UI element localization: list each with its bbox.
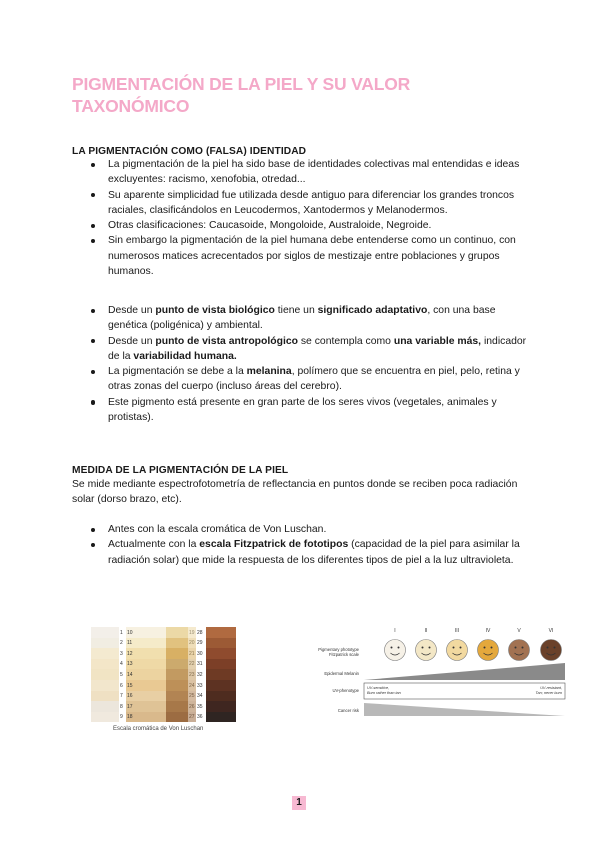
section-heading-identity: LA PIGMENTACIÓN COMO (FALSA) IDENTIDAD [72,146,307,157]
swatch-number: 2 [120,640,123,647]
phototype-face [416,640,437,661]
identity-bullet-list [72,157,532,279]
swatch-number: 32 [197,671,203,678]
label-uv-phenotype: UV-phenotype [332,688,359,693]
color-swatch [206,648,236,659]
fitzpatrick-scale-figure [318,625,573,725]
swatch-number: 3 [120,650,123,657]
color-swatch [206,638,236,649]
swatch-number: 13 [127,661,133,668]
list-item: Actualmente con la escala Fitzpatrick de fototipos (capacidad de la piel para asimilar la radiación solar) que mide la respuesta de los diferentes tipos de piel a la luz ultravioleta. [72,537,532,568]
swatch-number: 31 [197,661,203,668]
color-swatch [188,648,196,659]
phototype-numeral: V [517,628,521,634]
color-swatch [91,701,119,712]
color-swatch [91,627,119,638]
color-swatch [166,712,188,723]
label-cancer-risk: Cancer risk [337,708,359,713]
list-item: Desde un punto de vista antropológico se contempla como una variable más, indicador de la variabilidad humana. [72,334,532,365]
swatch-number: 15 [127,682,133,689]
color-swatch [188,638,196,649]
color-swatch [206,659,236,670]
swatch-number: 16 [127,693,133,700]
swatch-number: 8 [120,703,123,710]
uv-sensitive-sub: Burn rather than tan [367,691,401,695]
color-swatch [188,627,196,638]
color-swatch [91,712,119,723]
swatch-number: 35 [197,703,203,710]
measurement-intro: Se mide mediante espectrofotometría de reflectancia en puntos donde se reciben poca radiación solar (dorso brazo, etc). [72,479,518,506]
von-luschan-caption: Escala cromática de Von Luschan [113,726,204,732]
swatch-number: 33 [197,682,203,689]
color-swatch [91,691,119,702]
swatch-number: 29 [197,640,203,647]
phototype-numeral: II [424,628,428,634]
label-epidermal-melanin: Epidermal Melanin [324,671,359,676]
page-title: PIGMENTACIÓN DE LA PIEL Y SU VALOR TAXONÓMICO [72,74,411,116]
color-swatch [91,659,119,670]
uv-resistant-sub: Tan; never burn [535,691,562,695]
phototype-numeral: I [394,628,396,634]
color-swatch [91,680,119,691]
color-swatch [188,691,196,702]
list-item: Este pigmento está presente en gran parte de los seres vivos (vegetales, animales y protistas). [72,395,532,426]
label-pigmentary: Pigmentary phototype [318,647,359,652]
color-swatch [166,669,188,680]
color-swatch [166,659,188,670]
color-swatch [91,669,119,680]
color-swatch [188,669,196,680]
color-swatch [166,701,188,712]
swatch-number: 18 [127,714,133,721]
color-swatch [206,701,236,712]
phototype-face [447,640,468,661]
color-swatch [166,627,188,638]
swatch-number: 30 [197,650,203,657]
swatch-number: 12 [127,650,133,657]
color-swatch [206,680,236,691]
color-swatch [188,659,196,670]
von-luschan-scale-figure [91,627,237,724]
face-eye [547,647,549,649]
swatch-number: 28 [197,629,203,636]
phototype-face [385,640,406,661]
color-swatch [166,638,188,649]
uv-sensitive-label: UV-sensitive, [367,686,390,690]
melanin-wedge [364,663,565,680]
swatch-number: 11 [127,640,133,647]
color-swatch [91,648,119,659]
color-swatch [206,691,236,702]
measurement-bullet-list [72,522,532,568]
color-swatch [166,680,188,691]
list-item: Desde un punto de vista biológico tiene un significado adaptativo, con una base genética (poligénica) y ambiental. [72,303,532,334]
biology-bullet-list [72,303,532,425]
swatch-number: 36 [197,714,203,721]
swatch-number: 10 [127,629,133,636]
swatch-number: 17 [127,703,133,710]
phototype-numeral: VI [548,628,554,634]
face-eye [522,647,524,649]
swatch-number: 7 [120,693,123,700]
swatch-number: 14 [127,671,133,678]
list-item: La pigmentación se debe a la melanina, polímero que se encuentra en piel, pelo, retina y otras zonas del cuerpo (incluso áreas del cerebro). [72,364,532,395]
color-swatch [91,638,119,649]
swatch-number: 1 [120,629,123,636]
phototype-numeral: III [454,628,460,634]
uv-resistant-label: UV-resistant, [540,686,562,690]
face-eye [398,647,400,649]
face-eye [554,647,556,649]
phototype-face [478,640,499,661]
swatch-number: 4 [120,661,123,668]
swatch-number: 9 [120,714,123,721]
color-swatch [188,712,196,723]
color-swatch [206,627,236,638]
list-item: Antes con la escala cromática de Von Luschan. [72,522,532,537]
swatch-number: 34 [197,693,203,700]
face-eye [391,647,393,649]
phototype-face [541,640,562,661]
face-eye [484,647,486,649]
color-swatch [206,712,236,723]
list-item: Su aparente simplicidad fue utilizada desde antiguo para diferenciar los grandes troncos raciales, clasificándolos en Leucodermos, Xantodermos y Melanodermos. [72,188,532,219]
face-eye [422,647,424,649]
list-item: Sin embargo la pigmentación de la piel humana debe entenderse como un continuo, con numerosos matices acrecentados por siglos de mestizaje entre poblaciones y grupos humanos. [72,233,532,279]
color-swatch [166,648,188,659]
face-eye [429,647,431,649]
color-swatch [188,680,196,691]
color-swatch [166,691,188,702]
list-item: La pigmentación de la piel ha sido base de identidades colectivas mal entendidas e ideas excluyentes: racismo, xenofobia, otredad... [72,157,532,188]
section-heading-measurement: MEDIDA DE LA PIGMENTACIÓN DE LA PIEL [72,465,289,476]
swatch-number: 6 [120,682,123,689]
face-eye [460,647,462,649]
phototype-numeral: IV [485,628,491,634]
swatch-number: 5 [120,671,123,678]
color-swatch [188,701,196,712]
phototype-face [509,640,530,661]
color-swatch [206,669,236,680]
face-eye [515,647,517,649]
label-fitzpatrick: Fitzpatrick scale [328,652,359,657]
face-eye [453,647,455,649]
page-number: 1 [292,796,306,810]
list-item: Otras clasificaciones: Caucasoide, Mongoloide, Australoide, Negroide. [72,218,532,233]
cancer-risk-wedge [364,703,565,716]
face-eye [491,647,493,649]
